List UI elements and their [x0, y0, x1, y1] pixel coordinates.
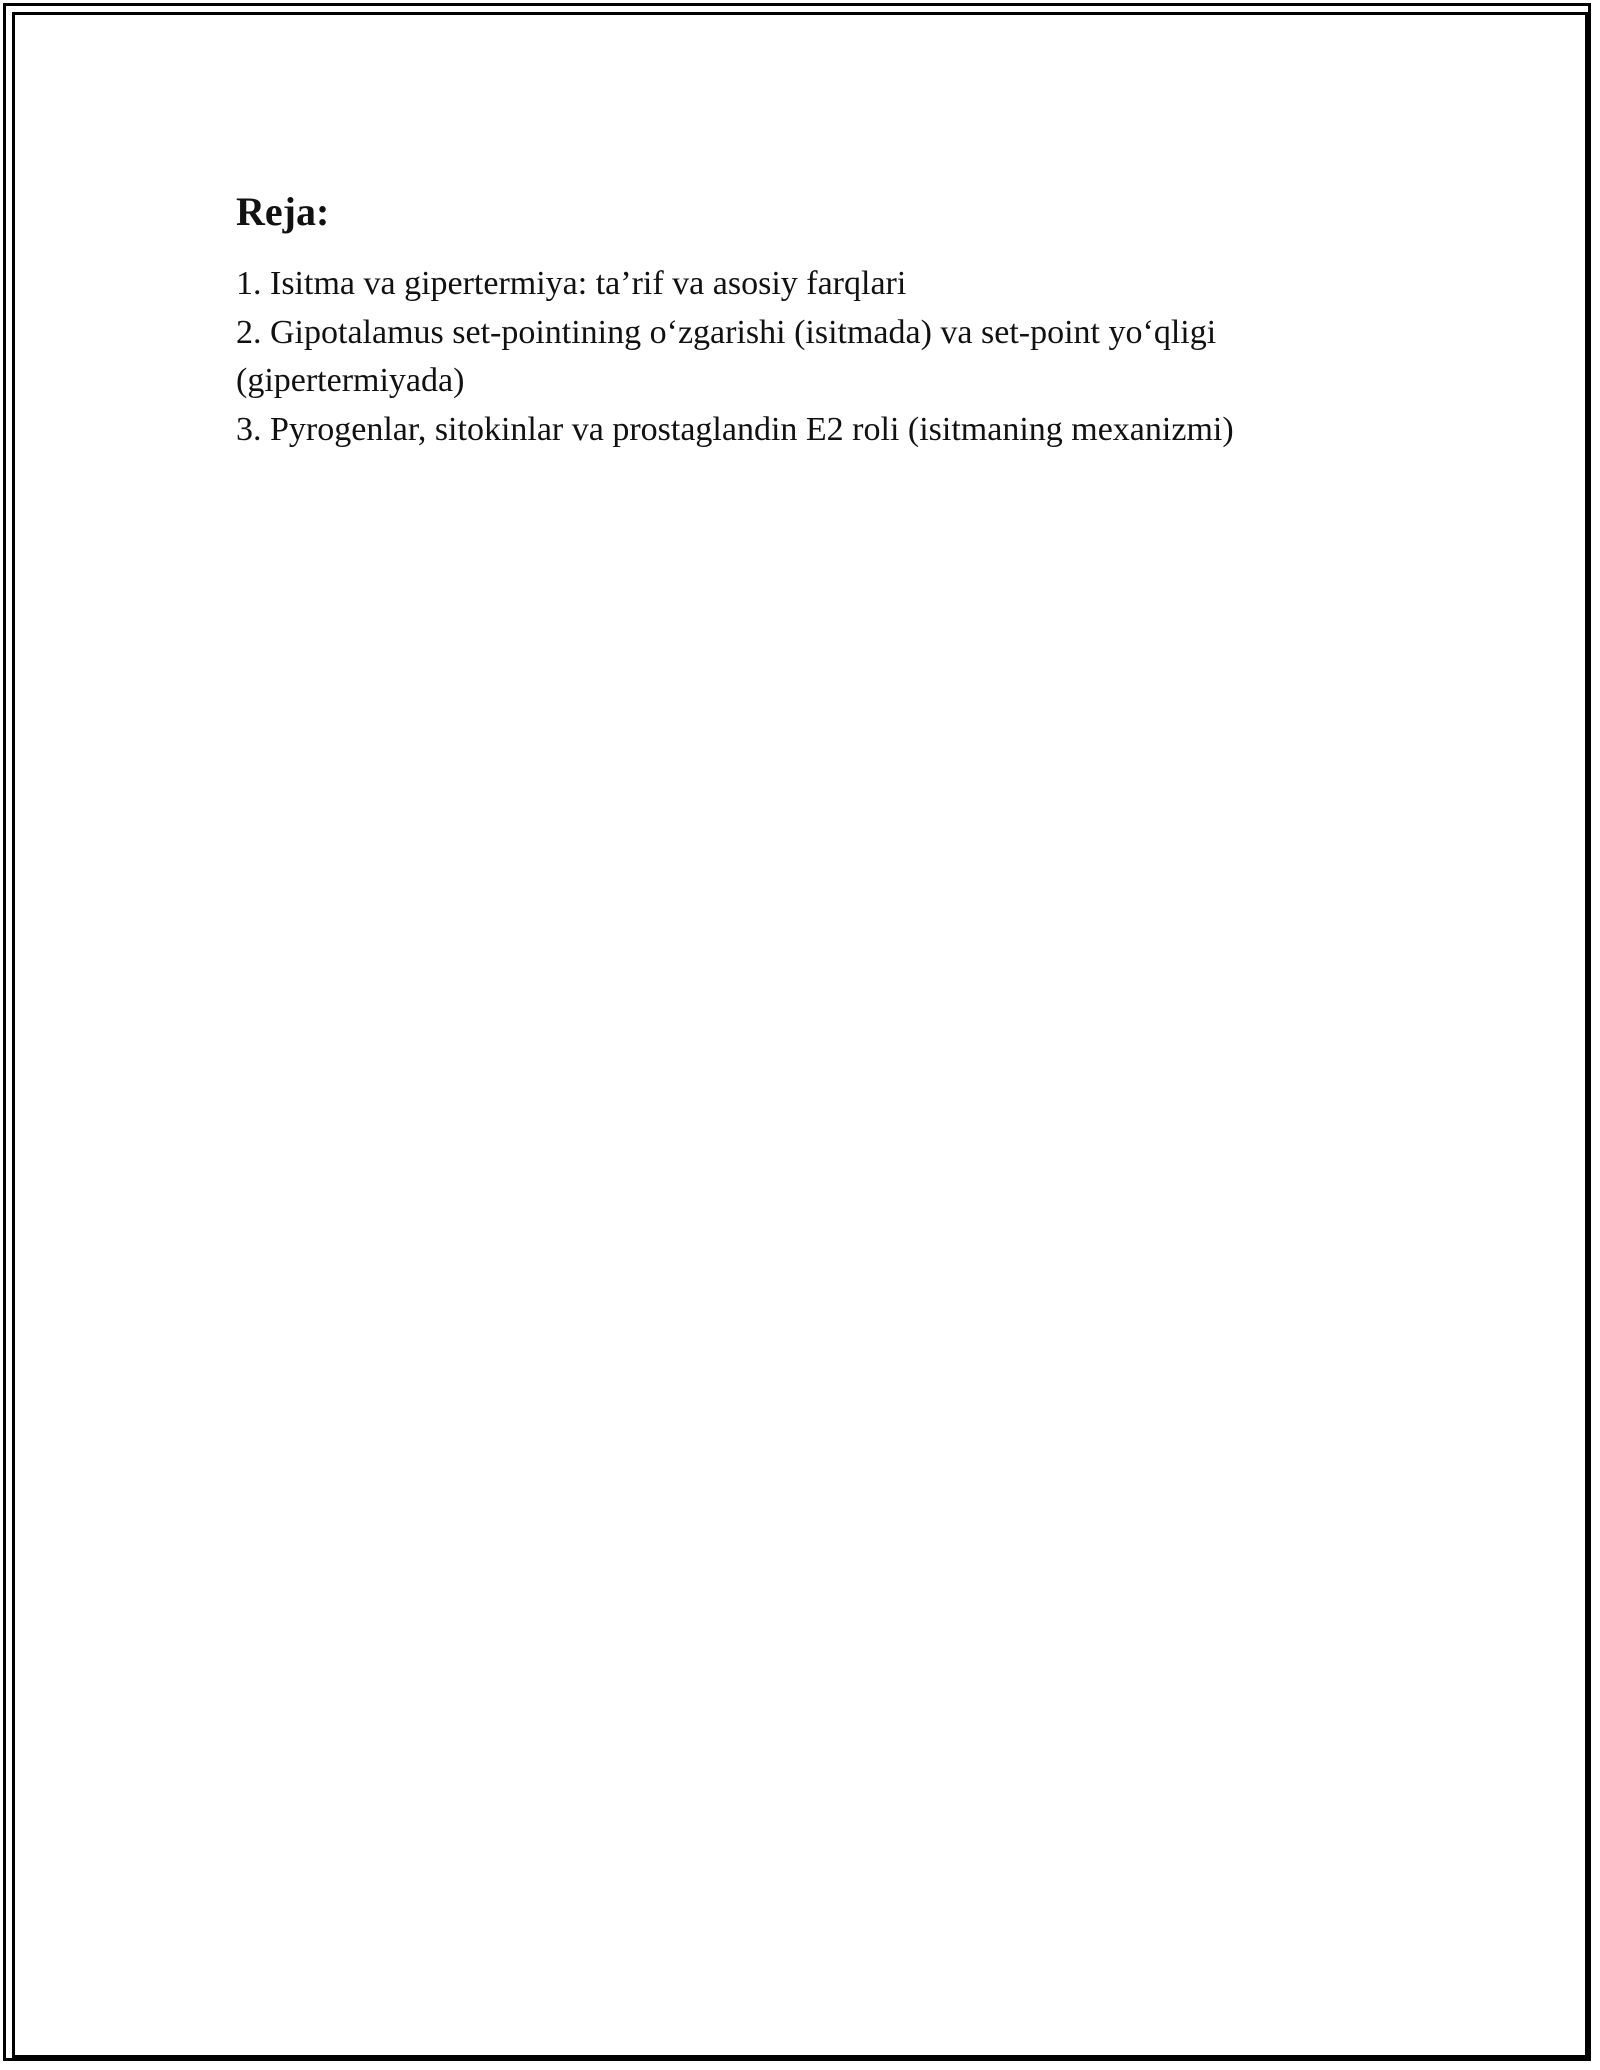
plan-title: Reja:: [236, 189, 330, 234]
plan-item-3: 3. Pyrogenlar, sitokinlar va prostaglandin E2 roli (isitmaning mexanizmi): [236, 410, 1234, 448]
plan-item-1: 1. Isitma va gipertermiya: ta’rif va asosiy farqlari: [236, 265, 907, 302]
document-body: [236, 186, 1366, 454]
plan-item-2: 2. Gipotalamus set-pointining o‘zgarishi (isitmada) va set-point yo‘qligi (gipertermiyada): [236, 313, 1217, 399]
plan-list: [236, 260, 1366, 454]
